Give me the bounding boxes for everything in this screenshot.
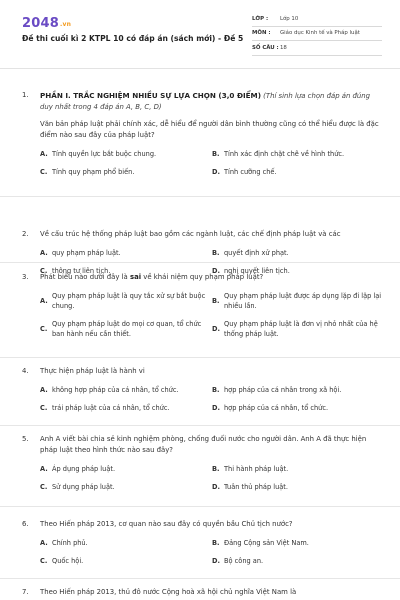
meta-value: Lớp 10	[280, 15, 299, 22]
option-letter: D.	[212, 325, 220, 333]
option-text: Tính quyền lực bắt buộc chung.	[52, 150, 157, 158]
option-c[interactable]	[40, 482, 212, 492]
option-letter: B.	[212, 465, 220, 473]
option-text: Sử dụng pháp luật.	[52, 483, 115, 491]
option-letter: D.	[212, 267, 220, 275]
meta-value: 18	[280, 44, 287, 51]
option-a[interactable]	[40, 149, 212, 159]
page-header	[0, 0, 400, 70]
option-d[interactable]	[212, 319, 384, 339]
option-d[interactable]	[212, 403, 384, 413]
option-letter: C.	[40, 325, 48, 333]
option-text: Quy phạm pháp luật là đơn vị nhỏ nhất của hệ thống pháp luật.	[224, 320, 378, 338]
option-letter: C.	[40, 483, 48, 491]
question-divider	[0, 578, 400, 579]
answer-options	[40, 464, 382, 492]
question-text: Văn bản pháp luật phải chính xác, dễ hiểu để người dân bình thường cũng có thể hiểu được là đặc điểm nào sau đây của pháp luật?	[40, 120, 379, 139]
option-c[interactable]	[40, 167, 212, 177]
answer-options	[40, 385, 382, 413]
option-d[interactable]	[212, 167, 384, 177]
option-d[interactable]	[212, 482, 384, 492]
question-divider	[0, 262, 400, 263]
meta-label: SỐ CÂU :	[252, 44, 279, 51]
option-c[interactable]	[40, 403, 212, 413]
option-b[interactable]	[212, 291, 384, 311]
question-text-part: về khái niệm quy phạm pháp luật?	[141, 273, 264, 281]
option-text: hợp pháp của cá nhân, tổ chức.	[224, 404, 329, 412]
question-text-part: Phát biểu nào dưới đây là	[40, 273, 130, 281]
answer-options	[40, 291, 382, 339]
option-text: nghị quyết liên tịch.	[224, 267, 290, 275]
question-number: 6.	[22, 520, 29, 528]
question-text: Theo Hiến pháp 2013, cơ quan nào sau đây có quyền bầu Chủ tịch nước?	[40, 520, 293, 528]
question-emphasis: sai	[129, 273, 142, 281]
site-logo[interactable]	[22, 16, 71, 31]
option-letter: A.	[40, 386, 48, 394]
meta-row-question-count	[252, 41, 382, 56]
option-text: Quy phạm pháp luật được áp dụng lặp đi lặp lại nhiều lần.	[224, 292, 382, 310]
option-a[interactable]	[40, 464, 212, 474]
option-b[interactable]	[212, 385, 384, 395]
meta-label: MÔN :	[252, 30, 271, 37]
option-c[interactable]	[40, 556, 212, 566]
option-letter: B.	[212, 297, 220, 305]
question-text: Về cấu trúc hệ thống pháp luật bao gồm các ngành luật, các chế định pháp luật và các	[40, 230, 341, 238]
option-text: Đảng Cộng sản Việt Nam.	[224, 539, 309, 547]
option-text: Tính quy phạm phổ biến.	[52, 168, 135, 176]
question-text: Thực hiện pháp luật là hành vi	[40, 367, 145, 375]
part-instruction: (Thí sinh lựa chọn đáp án đúng duy nhất trong 4 đáp án A, B, C, D)	[40, 92, 371, 111]
option-text: không hợp pháp của cá nhân, tổ chức.	[52, 386, 179, 394]
answer-options	[40, 149, 382, 177]
option-letter: A.	[40, 249, 48, 257]
question-divider	[0, 425, 400, 426]
option-a[interactable]	[40, 385, 212, 395]
logo-tld: .vn	[59, 21, 72, 28]
option-letter: D.	[212, 483, 220, 491]
question-3	[22, 272, 382, 339]
option-letter: D.	[212, 168, 220, 176]
option-letter: C.	[40, 168, 48, 176]
question-text	[40, 272, 382, 283]
option-letter: C.	[40, 557, 48, 565]
question-divider	[0, 357, 400, 358]
option-letter: B.	[212, 249, 220, 257]
question-heading	[40, 90, 382, 113]
option-b[interactable]	[212, 149, 384, 159]
option-text: Quy phạm pháp luật do mọi cơ quan, tổ chức ban hành nếu cần thiết.	[52, 320, 202, 338]
answer-options	[40, 538, 382, 566]
option-text: Thi hành pháp luật.	[224, 465, 289, 473]
logo-text: 2048	[22, 16, 59, 31]
option-letter: B.	[212, 150, 220, 158]
question-number: 3.	[22, 273, 29, 281]
option-text: quyết định xử phạt.	[224, 249, 289, 257]
option-a[interactable]	[40, 538, 212, 548]
option-text: Chính phủ.	[52, 539, 88, 547]
option-text: quy phạm pháp luật.	[52, 249, 121, 257]
option-letter: D.	[212, 557, 220, 565]
option-text: hợp pháp của cá nhân trong xã hội.	[224, 386, 342, 394]
question-5	[22, 434, 382, 492]
meta-value: Giáo dục Kinh tế và Pháp luật	[280, 30, 360, 37]
option-d[interactable]	[212, 556, 384, 566]
exam-meta-table	[252, 12, 382, 56]
meta-row-class	[252, 12, 382, 27]
meta-row-subject	[252, 27, 382, 42]
option-text: Quy phạm pháp luật là quy tắc xử sự bắt buộc chung.	[52, 292, 206, 310]
option-text: Tính xác định chặt chẽ về hình thức.	[224, 150, 345, 158]
question-1	[22, 90, 382, 177]
option-a[interactable]	[40, 291, 212, 311]
question-2	[22, 229, 382, 276]
option-letter: C.	[40, 404, 48, 412]
meta-label: LỚP :	[252, 15, 269, 22]
question-number: 4.	[22, 367, 29, 375]
option-letter: B.	[212, 386, 220, 394]
option-text: Áp dụng pháp luật.	[52, 465, 116, 473]
option-b[interactable]	[212, 464, 384, 474]
option-a[interactable]	[40, 248, 212, 258]
question-7	[22, 587, 382, 598]
part-title: PHẦN I. TRẮC NGHIỆM NHIỀU SỰ LỰA CHỌN (3,0 ĐIỂM)	[40, 91, 261, 100]
option-c[interactable]	[40, 319, 212, 339]
option-letter: C.	[40, 267, 48, 275]
option-letter: B.	[212, 539, 220, 547]
option-letter: A.	[40, 465, 48, 473]
option-b[interactable]	[212, 248, 384, 258]
option-text: thông tư liên tịch.	[52, 267, 111, 275]
question-6	[22, 519, 382, 566]
question-text: Anh A viết bài chia sẻ kinh nghiệm phòng, chống đuối nước cho người dân. Anh A đã thực hiện pháp luật theo hình thức nào sau đây?	[40, 435, 367, 454]
question-number: 1.	[22, 91, 29, 99]
question-number: 2.	[22, 230, 29, 238]
question-number: 7.	[22, 588, 29, 596]
option-text: Bộ công an.	[224, 557, 264, 565]
option-text: Tính cưỡng chế.	[224, 168, 277, 176]
option-b[interactable]	[212, 538, 384, 548]
question-divider	[0, 196, 400, 197]
question-4	[22, 366, 382, 413]
option-text: Quốc hội.	[52, 557, 84, 565]
header-divider	[0, 68, 400, 69]
option-letter: D.	[212, 404, 220, 412]
option-letter: A.	[40, 150, 48, 158]
option-letter: A.	[40, 297, 48, 305]
question-number: 5.	[22, 435, 29, 443]
option-text: Tuân thủ pháp luật.	[224, 483, 288, 491]
exam-title: Đề thi cuối kì 2 KTPL 10 có đáp án (sách mới) - Đề 5	[22, 34, 244, 43]
option-letter: A.	[40, 539, 48, 547]
question-text: Theo Hiến pháp 2013, thủ đô nước Cộng hoà xã hội chủ nghĩa Việt Nam là	[40, 588, 297, 596]
question-divider	[0, 506, 400, 507]
option-text: trái pháp luật của cá nhân, tổ chức.	[52, 404, 170, 412]
